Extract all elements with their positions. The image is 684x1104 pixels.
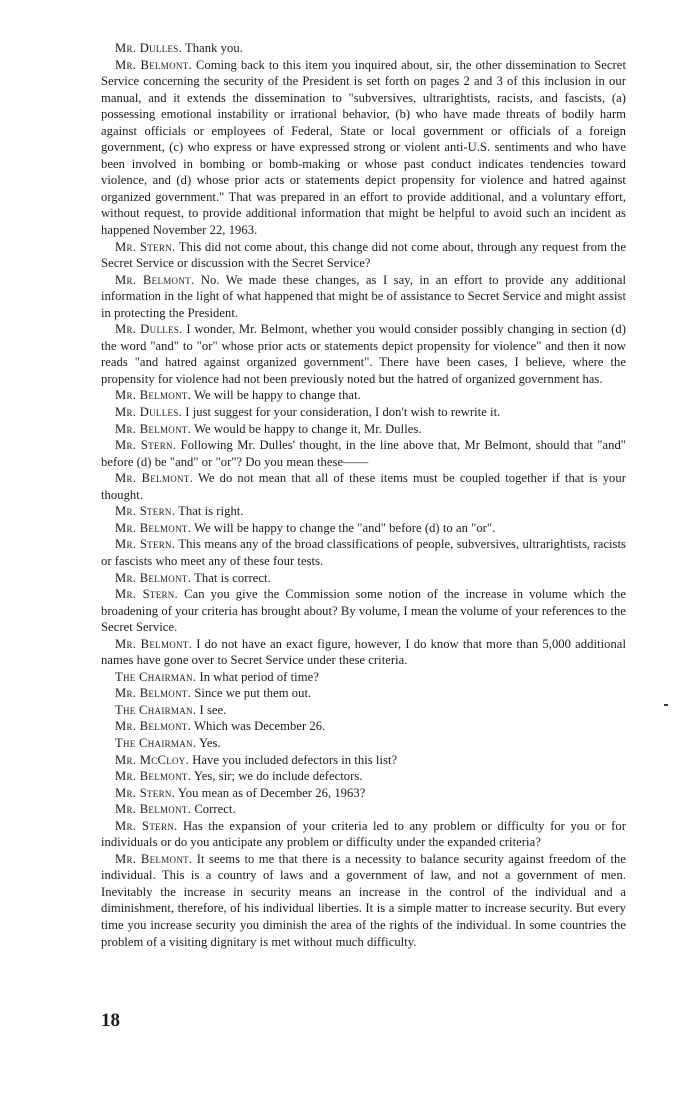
speaker-name: Mr. Stern. (115, 537, 176, 552)
speech-text: No. We made these changes, as I say, in an effort to provide any additional information in the light of what happened that might be of assistance to Secret Service and might assist in protecting the President. (101, 272, 627, 320)
speech-text: Since we put them out. (191, 686, 312, 701)
speech-text: Coming back to this item you inquired about, sir, the other dissemination to Secret Service concerning the security of the President is set forth on pages 2 and 3 of this inclusion in our manual, and it extends the dissemination to "subversives, ultrarightists, racists, and fascists, (a) possessing emotional instability or irrational behavior, (b) who have made threats of bodily harm against officials or employees of Federal, State or local government or officials of a foreign government, (c) who express or have expressed strong or violent anti-U.S. sentiments and who have been involved in bombing or bomb-making or whose past conduct indicates tendencies toward violence, and (d) whose prior acts or statements depict propensity for violence and hatred against organized government." That was prepared in an effort to provide additional, and a voluntary effort, without request, to provide additional information that might be helpful to avoid such an incident as happened November 22, 1963. (101, 57, 626, 238)
testimony-paragraph (101, 404, 626, 421)
testimony-paragraph (101, 586, 626, 636)
speech-text: In what period of time? (196, 669, 319, 684)
speech-text: Thank you. (182, 41, 243, 55)
speech-text: Which was December 26. (191, 719, 326, 734)
speaker-name: Mr. Belmont. (115, 520, 192, 535)
testimony-paragraph (101, 768, 626, 785)
speaker-name: Mr. Dulles. (115, 41, 183, 55)
testimony-paragraph (101, 437, 626, 470)
speaker-name: Mr. Belmont. (115, 636, 193, 651)
speech-text: We would be happy to change it, Mr. Dulles. (191, 421, 422, 436)
speech-text: That is right. (175, 504, 244, 519)
speaker-name: Mr. Belmont. (115, 272, 195, 287)
speech-text: Has the expansion of your criteria led to any problem or difficulty for you or for individuals or do you anticipate any problem or difficulty under the expanded criteria? (101, 818, 626, 850)
testimony-paragraph (101, 239, 626, 272)
speech-text: This means any of the broad classifications of people, subversives, ultrarightists, racists or fascists who meet any of these four tests. (101, 537, 626, 568)
speaker-name: The Chairman. (115, 669, 197, 684)
testimony-paragraph (101, 718, 626, 735)
speaker-name: The Chairman. (115, 735, 197, 750)
testimony-paragraph (101, 702, 626, 719)
testimony-paragraph (101, 685, 626, 702)
speaker-name: The Chairman. (115, 702, 197, 717)
speaker-name: Mr. Belmont. (115, 851, 193, 866)
testimony-paragraph (101, 57, 626, 239)
speech-text: I wonder, Mr. Belmont, whether you would consider possibly changing in section (d) the word "and" to "or" whose prior acts or statements depict propensity for violence" and then it now reads "and hatred against organized government". There have been cases, I believe, where the propensity for violence had not been previously noted but the hatred of organized government has. (101, 322, 626, 386)
speech-text: I do not have an exact figure, however, I do know that more than 5,000 additional names have gone over to Secret Service under these criteria. (101, 636, 626, 668)
testimony-paragraph (101, 785, 626, 802)
speech-text: You mean as of December 26, 1963? (175, 785, 366, 800)
page-number: 18 (101, 1010, 120, 1031)
speaker-name: Mr. Belmont. (115, 421, 192, 436)
speaker-name: Mr. Belmont. (115, 686, 192, 701)
speech-text: It seems to me that there is a necessity to balance security against freedom of the individual. This is a country of laws and a government of law, and not a government of men. Inevitably the increase in security means an increase in the control of the individual and a diminishment, therefore, of his individual liberties. It is a simple matter to increase security. But every time you increase security you diminish the area of the rights of the individual. In some countries the problem of a visiting dignitary is met without much difficulty. (101, 851, 626, 949)
speaker-name: Mr. Belmont. (115, 719, 192, 734)
testimony-paragraph (101, 851, 626, 950)
speech-text: Have you included defectors in this list? (189, 752, 398, 767)
testimony-paragraph (101, 669, 626, 686)
speech-text: Yes. (196, 735, 221, 750)
testimony-paragraph (101, 520, 626, 537)
speech-text: Following Mr. Dulles' thought, in the line above that, Mr Belmont, should that "and" before (d) be "and" or "or"? Do you mean these—— (101, 438, 626, 469)
testimony-paragraph (101, 536, 626, 569)
speech-text: This did not come about, this change did not come about, through any request from the Secret Service or discussion with the Secret Service? (101, 239, 626, 271)
speaker-name: Mr. Belmont. (115, 769, 192, 784)
speaker-name: Mr. Dulles. (115, 322, 183, 337)
speaker-name: Mr. Stern. (115, 438, 177, 453)
testimony-paragraph (101, 503, 626, 520)
speaker-name: Mr. Dulles. (115, 405, 183, 420)
testimony-paragraph (101, 272, 626, 322)
speaker-name: Mr. Belmont. (115, 471, 194, 486)
testimony-paragraph (101, 40, 626, 57)
speech-text: We will be happy to change that. (191, 388, 361, 403)
speech-text: Correct. (191, 802, 236, 817)
testimony-paragraph (101, 570, 626, 587)
testimony-paragraph (101, 636, 626, 669)
testimony-paragraph (101, 801, 626, 818)
speech-text: Can you give the Commission some notion of the increase in volume which the broadening of your criteria has brought about? By volume, I mean the volume of your references to the Secret Service. (101, 587, 626, 635)
speaker-name: Mr. Belmont. (115, 570, 192, 585)
speaker-name: Mr. Belmont. (115, 57, 192, 72)
speech-text: That is correct. (191, 570, 271, 585)
testimony-paragraph (101, 735, 626, 752)
speech-text: We do not mean that all of these items must be coupled together if that is your thought. (101, 471, 626, 502)
speech-text: Yes, sir; we do include defectors. (191, 769, 363, 784)
document-body (101, 40, 626, 950)
speaker-name: Mr. Stern. (115, 587, 179, 602)
speech-text: We will be happy to change the "and" before (d) to an "or". (191, 520, 496, 535)
testimony-paragraph (101, 421, 626, 438)
speaker-name: Mr. Stern. (115, 239, 176, 254)
speaker-name: Mr. Belmont. (115, 388, 192, 403)
testimony-paragraph (101, 470, 626, 503)
margin-mark (664, 704, 668, 706)
speaker-name: Mr. Stern. (115, 818, 178, 833)
speaker-name: Mr. Stern. (115, 504, 176, 519)
testimony-paragraph (101, 752, 626, 769)
speech-text: I see. (196, 702, 227, 717)
testimony-paragraph (101, 321, 626, 387)
testimony-paragraph (101, 818, 626, 851)
speech-text: I just suggest for your consideration, I don't wish to rewrite it. (182, 405, 501, 420)
speaker-name: Mr. McCloy. (115, 752, 190, 767)
testimony-paragraph (101, 387, 626, 404)
speaker-name: Mr. Stern. (115, 785, 176, 800)
speaker-name: Mr. Belmont. (115, 802, 192, 817)
